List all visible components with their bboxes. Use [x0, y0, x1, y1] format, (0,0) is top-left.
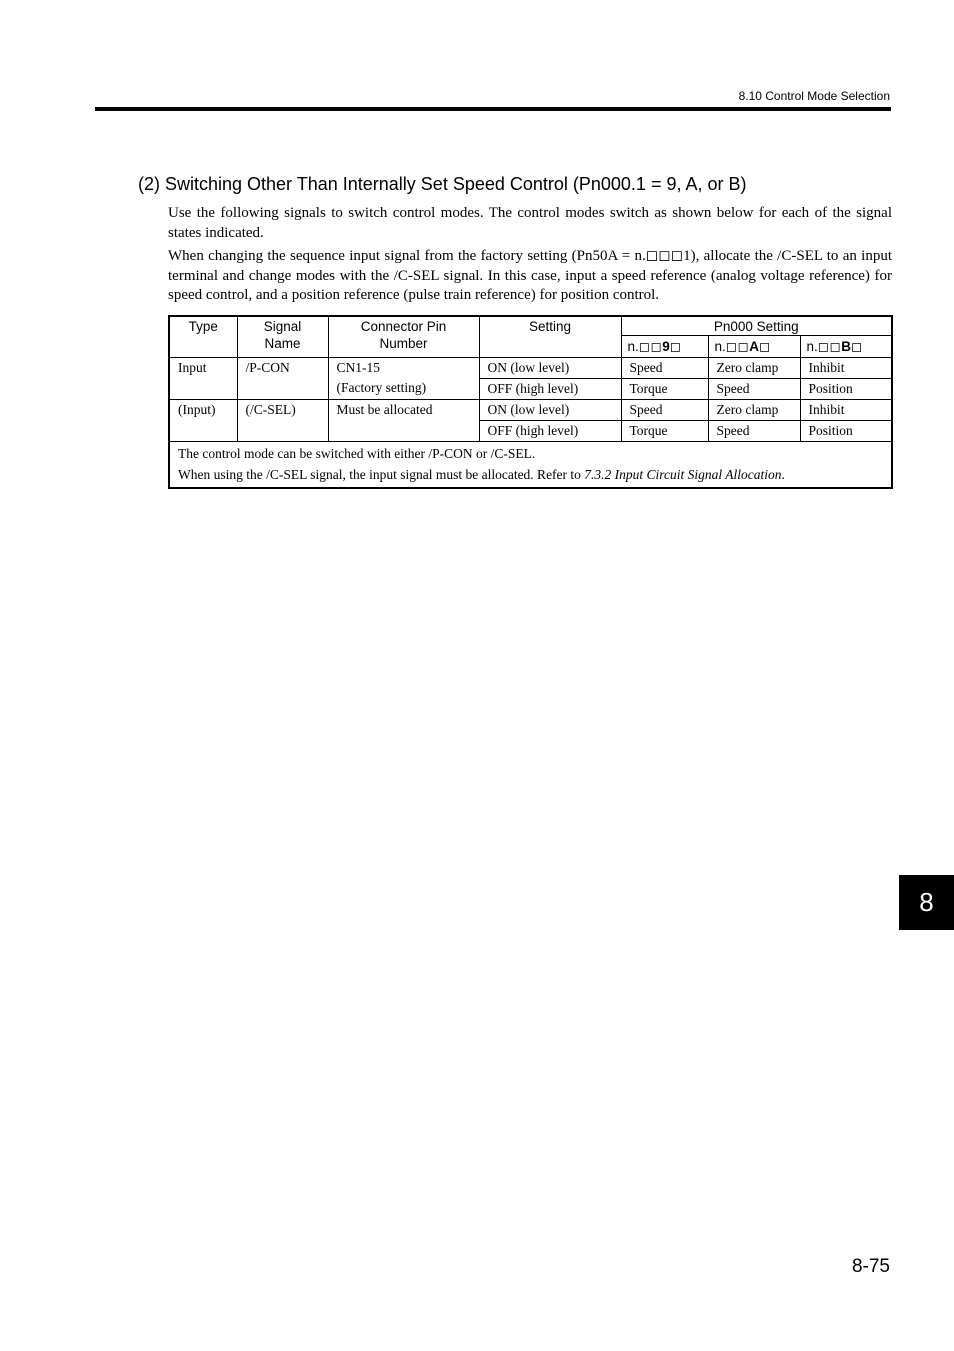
cell-mode-a: Speed: [708, 379, 800, 400]
cell-mode-a: Zero clamp: [708, 400, 800, 421]
header-pn000: Pn000 Setting: [621, 316, 892, 336]
header-type: Type: [169, 316, 237, 358]
cell-connector: Must be allocated: [328, 400, 479, 442]
cell-setting: OFF (high level): [479, 421, 621, 442]
note-line-1: The control mode can be switched with either /P-CON or /C-SEL.: [178, 446, 536, 461]
cell-type: Input: [169, 358, 237, 400]
cell-setting: ON (low level): [479, 400, 621, 421]
cell-mode-b: Position: [800, 379, 892, 400]
cell-signal: (/C-SEL): [237, 400, 328, 442]
cell-mode-b: Inhibit: [800, 358, 892, 379]
cell-mode-9: Torque: [621, 379, 708, 400]
header-rule: [95, 107, 891, 111]
cell-mode-9: Torque: [621, 421, 708, 442]
signal-table: [168, 315, 893, 489]
cell-mode-9: Speed: [621, 400, 708, 421]
cell-setting: ON (low level): [479, 358, 621, 379]
table-note: [169, 442, 892, 489]
chapter-tab: 8: [899, 875, 954, 930]
section-title: (2) Switching Other Than Internally Set Speed Control (Pn000.1 = 9, A, or B): [138, 174, 747, 194]
page-number: 8-75: [851, 1256, 890, 1277]
cell-mode-a: Speed: [708, 421, 800, 442]
cell-mode-a: Zero clamp: [708, 358, 800, 379]
cross-reference-link[interactable]: 7.3.2 Input Circuit Signal Allocation: [584, 467, 782, 482]
cell-signal: /P-CON: [237, 358, 328, 400]
header-connector: Connector Pin Number: [328, 316, 479, 358]
cell-mode-b: Position: [800, 421, 892, 442]
table-row: [169, 400, 892, 421]
header-col-9: n.◻◻9◻: [621, 336, 708, 358]
note-line-2: When using the /C-SEL signal, the input signal must be allocated. Refer to 7.3.2 Input Circuit Signal Allocation.: [178, 467, 785, 482]
paragraph-intro: Use the following signals to switch control modes. The control modes switch as shown below for each of the signal states indicated.: [168, 205, 892, 241]
cell-mode-9: Speed: [621, 358, 708, 379]
header-signal-name: Signal Name: [237, 316, 328, 358]
cell-type: (Input): [169, 400, 237, 442]
cell-mode-b: Inhibit: [800, 400, 892, 421]
running-header: 8.10 Control Mode Selection: [738, 89, 890, 103]
header-col-b: n.◻◻B◻: [800, 336, 892, 358]
table-row: [169, 358, 892, 379]
header-setting: Setting: [479, 316, 621, 358]
header-col-a: n.◻◻A◻: [708, 336, 800, 358]
cell-connector: CN1-15 (Factory setting): [328, 358, 479, 400]
paragraph-allocation: When changing the sequence input signal from the factory setting (Pn50A = n.◻◻◻1), allocate the /C-SEL to an input terminal and change modes with the /C-SEL signal. In this case, input a speed reference (analog voltage reference) for speed control, and a position reference (pulse train reference) for position control.: [168, 248, 892, 303]
cell-setting: OFF (high level): [479, 379, 621, 400]
